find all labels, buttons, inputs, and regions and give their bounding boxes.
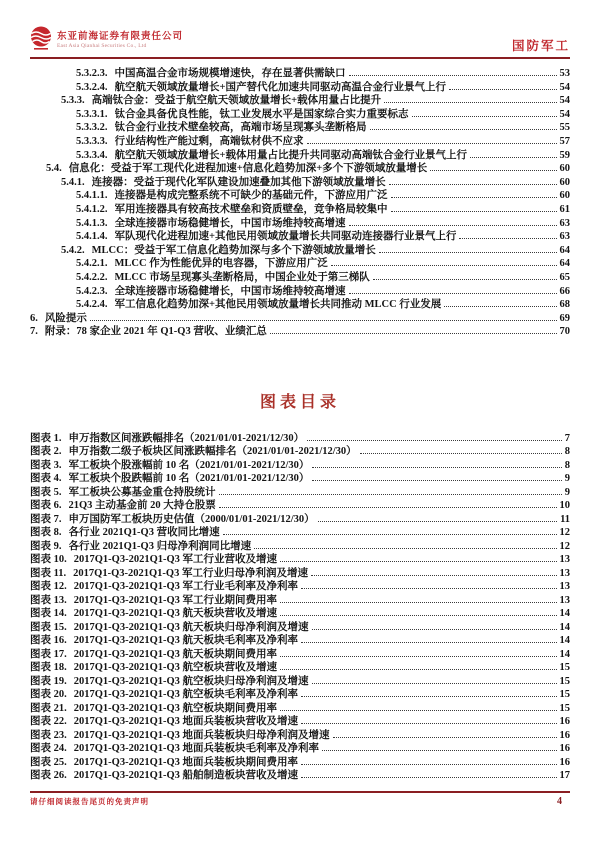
entry-title: 2017Q1-Q3-2021Q1-Q3 航天板块营收及增速: [73, 608, 278, 620]
entry-number: 图表 15.: [30, 621, 67, 633]
entry-number: 5.3.3.4.: [76, 149, 108, 161]
dot-leader: [370, 129, 557, 130]
page-footer: [30, 791, 570, 807]
dot-leader: [389, 184, 557, 185]
entry-page-number: 53: [559, 68, 570, 79]
entry-page-number: 54: [559, 108, 570, 120]
entry-number: 图表 23.: [30, 729, 67, 741]
entry-title: 2017Q1-Q3-2021Q1-Q3 航空板块毛利率及净利率: [73, 689, 299, 701]
entry-page-number: 63: [559, 231, 570, 243]
figure-entry[interactable]: [30, 769, 570, 783]
dot-leader: [270, 333, 557, 334]
dot-leader: [312, 480, 561, 481]
dot-leader: [444, 306, 556, 307]
entry-number: 5.4.: [46, 163, 62, 175]
entry-number: 图表 24.: [30, 743, 67, 755]
entry-title: 军工板块公募基金重仓持股统计: [68, 486, 216, 498]
entry-title: 2017Q1-Q3-2021Q1-Q3 航空板块归母净利润及增速: [73, 675, 309, 687]
entry-title: 航空航天领域放量增长+载体用量占比提升共同驱动高端钛合金行业景气上行: [114, 149, 467, 161]
company-name-en: East Asia Qianhai Securities Co., Ltd: [57, 42, 147, 49]
dot-leader: [349, 75, 557, 76]
entry-number: 图表 9.: [30, 540, 62, 552]
entry-title: 2017Q1-Q3-2021Q1-Q3 航空板块营收及增速: [73, 662, 278, 674]
entry-number: 5.3.2.3.: [76, 68, 108, 79]
dot-leader: [318, 521, 557, 522]
entry-title: 申万指数区间涨跌幅排名（2021/01/01-2021/12/30）: [68, 432, 305, 444]
entry-number: 图表 26.: [30, 770, 67, 782]
entry-number: 图表 18.: [30, 662, 67, 674]
entry-title: 21Q3 主动基金前 20 大持仓股票: [68, 500, 216, 512]
entry-page-number: 15: [559, 689, 570, 701]
entry-number: 5.3.3.1.: [76, 108, 108, 120]
entry-title: 2017Q1-Q3-2021Q1-Q3 军工行业毛利率及净利率: [73, 581, 299, 593]
entry-page-number: 9: [564, 486, 570, 498]
entry-title: 连接器是构成完整系统不可缺少的基础元件，下游应用广泛: [114, 190, 388, 202]
entry-number: 图表 6.: [30, 500, 62, 512]
entry-number: 5.4.2.1.: [76, 258, 108, 270]
entry-page-number: 17: [559, 770, 570, 782]
dot-leader: [280, 602, 556, 603]
entry-page-number: 54: [559, 81, 570, 93]
entry-title: 申万指数二级子板块区间涨跌幅排名（2021/01/01-2021/12/30）: [68, 446, 357, 458]
entry-number: 5.3.3.3.: [76, 135, 108, 147]
entry-number: 图表 19.: [30, 675, 67, 687]
entry-number: 图表 4.: [30, 473, 62, 485]
figure-entry[interactable]: [30, 459, 570, 473]
entry-page-number: 70: [559, 326, 570, 338]
entry-title: 2017Q1-Q3-2021Q1-Q3 军工行业期间费用率: [73, 594, 278, 606]
entry-number: 图表 5.: [30, 486, 62, 498]
entry-title: 航空航天领域放量增长+国产替代化加速共同驱动高温合金行业景气上行: [114, 81, 446, 93]
entry-number: 5.4.2.: [61, 244, 85, 256]
entry-page-number: 69: [559, 312, 570, 324]
entry-title: 连接器：受益于现代化军队建设加速叠加其他下游领域放量增长: [91, 176, 386, 188]
figure-entry[interactable]: [30, 661, 570, 675]
figure-entry[interactable]: [30, 445, 570, 459]
dot-leader: [280, 615, 556, 616]
entry-page-number: 60: [559, 163, 570, 175]
entry-page-number: 16: [559, 716, 570, 728]
entry-page-number: 7: [564, 432, 570, 444]
entry-number: 5.4.2.2.: [76, 271, 108, 283]
toc-entry[interactable]: [30, 108, 570, 122]
entry-number: 6.: [30, 312, 38, 324]
dot-leader: [311, 575, 557, 576]
dot-leader: [301, 723, 556, 724]
toc-entry[interactable]: [30, 312, 570, 326]
entry-page-number: 66: [559, 285, 570, 297]
entry-number: 图表 3.: [30, 459, 62, 471]
company-logo: [30, 26, 183, 55]
entry-page-number: 14: [559, 608, 570, 620]
entry-title: 2017Q1-Q3-2021Q1-Q3 航天板块归母净利润及增速: [73, 621, 309, 633]
entry-page-number: 16: [559, 743, 570, 755]
entry-title: 2017Q1-Q3-2021Q1-Q3 军工行业归母净利润及增速: [73, 567, 308, 579]
entry-title: 各行业 2021Q1-Q3 归母净利润同比增速: [68, 540, 252, 552]
dot-leader: [449, 89, 557, 90]
entry-number: 5.4.2.3.: [76, 285, 108, 297]
entry-page-number: 11: [560, 513, 570, 525]
entry-title: 行业结构性产能过剩，高端钛材供不应求: [114, 135, 304, 147]
entry-title: 2017Q1-Q3-2021Q1-Q3 地面兵装板块毛利率及净利率: [73, 743, 320, 755]
figure-entry[interactable]: [30, 756, 570, 770]
entry-title: 高端钛合金：受益于航空航天领域放量增长+载体用量占比提升: [91, 95, 382, 107]
dot-leader: [280, 561, 556, 562]
entry-title: 2017Q1-Q3-2021Q1-Q3 地面兵装板块归母净利润及增速: [73, 729, 330, 741]
entry-number: 图表 17.: [30, 648, 67, 660]
toc-entry[interactable]: [30, 149, 570, 163]
entry-number: 图表 10.: [30, 554, 67, 566]
sector-tag: 国防军工: [511, 39, 570, 53]
entry-number: 5.4.1.4.: [76, 231, 108, 243]
toc-list: [30, 67, 570, 339]
dot-leader: [280, 710, 556, 711]
dot-leader: [280, 669, 556, 670]
entry-page-number: 15: [559, 702, 570, 714]
dot-leader: [307, 440, 562, 441]
dot-leader: [301, 764, 556, 765]
figure-entry[interactable]: [30, 621, 570, 635]
toc-entry[interactable]: [30, 244, 570, 258]
toc-entry[interactable]: [30, 298, 570, 312]
globe-waves-icon: [30, 26, 52, 55]
entry-page-number: 16: [559, 756, 570, 768]
figure-entry[interactable]: [30, 607, 570, 621]
entry-title: 风险提示: [44, 312, 87, 324]
entry-title: MLCC 作为性能优异的电容器，下游应用广泛: [114, 258, 328, 270]
entry-page-number: 57: [559, 135, 570, 147]
figure-entry[interactable]: [30, 688, 570, 702]
entry-number: 5.4.1.2.: [76, 203, 108, 215]
entry-page-number: 15: [559, 675, 570, 687]
toc-entry[interactable]: [30, 203, 570, 217]
entry-number: 图表 25.: [30, 756, 67, 768]
entry-title: 钛合金行业技术壁垒较高，高端市场呈现寡头垄断格局: [114, 122, 367, 134]
toc-entry[interactable]: [30, 230, 570, 244]
entry-page-number: 54: [559, 95, 570, 107]
figure-list: [30, 432, 570, 783]
entry-title: 2017Q1-Q3-2021Q1-Q3 船舶制造板块营收及增速: [73, 770, 299, 782]
figure-entry[interactable]: [30, 729, 570, 743]
entry-page-number: 9: [564, 473, 570, 485]
entry-page-number: 14: [559, 621, 570, 633]
dot-leader: [312, 629, 557, 630]
company-name-cn: 东亚前海证券有限责任公司: [57, 31, 184, 42]
entry-title: 全球连接器市场稳健增长，中国市场维持较高增速: [114, 217, 346, 229]
entry-number: 5.3.2.4.: [76, 81, 108, 93]
entry-page-number: 14: [559, 635, 570, 647]
entry-title: 全球连接器市场稳健增长，中国市场维持较高增速: [114, 285, 346, 297]
toc-entry[interactable]: [30, 189, 570, 203]
entry-page-number: 65: [559, 271, 570, 283]
entry-number: 5.4.1.1.: [76, 190, 108, 202]
dot-leader: [379, 252, 557, 253]
entry-page-number: 59: [559, 149, 570, 161]
figure-entry[interactable]: [30, 513, 570, 527]
entry-number: 7.: [30, 326, 38, 338]
entry-number: 图表 8.: [30, 527, 62, 539]
dot-leader: [373, 279, 557, 280]
entry-page-number: 12: [559, 540, 570, 552]
figure-entry[interactable]: [30, 540, 570, 554]
toc-entry[interactable]: [30, 285, 570, 299]
entry-number: 5.3.3.: [61, 95, 85, 107]
toc-entry[interactable]: [30, 121, 570, 135]
entry-number: 图表 1.: [30, 432, 62, 444]
figure-entry[interactable]: [30, 742, 570, 756]
dot-leader: [301, 696, 556, 697]
toc-entry[interactable]: [30, 67, 570, 81]
entry-title: 军工板块个股涨幅前 10 名（2021/01/01-2021/12/30）: [68, 459, 310, 471]
dot-leader: [307, 143, 557, 144]
entry-page-number: 64: [559, 258, 570, 270]
dot-leader: [391, 197, 557, 198]
toc-entry[interactable]: [30, 135, 570, 149]
dot-leader: [301, 777, 556, 778]
entry-number: 5.4.1.: [61, 176, 85, 188]
toc-entry[interactable]: [30, 271, 570, 285]
entry-page-number: 63: [559, 217, 570, 229]
toc-entry[interactable]: [30, 81, 570, 95]
dot-leader: [280, 656, 556, 657]
dot-leader: [360, 453, 562, 454]
entry-number: 5.4.2.4.: [76, 299, 108, 311]
entry-number: 图表 14.: [30, 608, 67, 620]
entry-number: 图表 21.: [30, 702, 67, 714]
entry-title: 2017Q1-Q3-2021Q1-Q3 航天板块期间费用率: [73, 648, 278, 660]
entry-page-number: 13: [559, 554, 570, 566]
dot-leader: [219, 507, 557, 508]
entry-title: 2017Q1-Q3-2021Q1-Q3 军工行业营收及增速: [73, 554, 278, 566]
dot-leader: [312, 467, 561, 468]
disclaimer-text: 请仔细阅读报告尾页的免责声明: [30, 797, 149, 806]
dot-leader: [301, 642, 556, 643]
entry-title: 信息化：受益于军工现代化进程加速+信息化趋势加深+多个下游领域放量增长: [68, 163, 428, 175]
figure-entry[interactable]: [30, 526, 570, 540]
toc-entry[interactable]: [30, 325, 570, 339]
entry-page-number: 10: [559, 500, 570, 512]
dot-leader: [301, 588, 556, 589]
figure-entry[interactable]: [30, 648, 570, 662]
dot-leader: [412, 116, 557, 117]
entry-page-number: 55: [559, 122, 570, 134]
entry-title: 2017Q1-Q3-2021Q1-Q3 地面兵装板块期间费用率: [73, 756, 299, 768]
entry-number: 图表 2.: [30, 446, 62, 458]
figure-directory-title: 图表目录: [259, 393, 340, 411]
toc-entry[interactable]: [30, 94, 570, 108]
dot-leader: [384, 102, 556, 103]
toc-entry[interactable]: [30, 162, 570, 176]
toc-entry[interactable]: [30, 257, 570, 271]
dot-leader: [331, 265, 557, 266]
entry-number: 图表 16.: [30, 635, 67, 647]
toc-entry[interactable]: [30, 217, 570, 231]
figure-entry[interactable]: [30, 486, 570, 500]
toc-entry[interactable]: [30, 176, 570, 190]
entry-page-number: 14: [559, 648, 570, 660]
entry-title: 附录：78 家企业 2021 年 Q1-Q3 营收、业绩汇总: [44, 326, 267, 338]
entry-number: 图表 11.: [30, 567, 67, 579]
entry-page-number: 8: [564, 446, 570, 458]
entry-title: 2017Q1-Q3-2021Q1-Q3 地面兵装板块营收及增速: [73, 716, 299, 728]
entry-number: 图表 12.: [30, 581, 67, 593]
figure-entry[interactable]: [30, 702, 570, 716]
dot-leader: [349, 293, 557, 294]
page-number: 4: [557, 796, 562, 807]
entry-number: 5.3.3.2.: [76, 122, 108, 134]
entry-page-number: 13: [559, 567, 570, 579]
dot-leader: [322, 750, 556, 751]
entry-title: 军用连接器具有较高技术壁垒和资质壁垒，竞争格局较集中: [114, 203, 388, 215]
entry-title: 2017Q1-Q3-2021Q1-Q3 航空板块期间费用率: [73, 702, 278, 714]
figure-entry[interactable]: [30, 594, 570, 608]
dot-leader: [333, 737, 557, 738]
entry-title: 军工板块个股跌幅前 10 名（2021/01/01-2021/12/30）: [68, 473, 310, 485]
figure-entry[interactable]: [30, 472, 570, 486]
entry-page-number: 15: [559, 662, 570, 674]
figure-entry[interactable]: [30, 580, 570, 594]
entry-title: 2017Q1-Q3-2021Q1-Q3 航天板块毛利率及净利率: [73, 635, 299, 647]
entry-title: 军队现代化进程加速+其他民用领域放量增长共同驱动连接器行业景气上行: [114, 231, 457, 243]
entry-page-number: 13: [559, 581, 570, 593]
company-name-block: [57, 32, 183, 49]
dot-leader: [223, 534, 557, 535]
dot-leader: [219, 494, 562, 495]
entry-title: 军工信息化趋势加深+其他民用领域放量增长共同推动 MLCC 行业发展: [114, 299, 442, 311]
page-header: [30, 0, 570, 59]
figure-entry[interactable]: [30, 634, 570, 648]
entry-number: 图表 22.: [30, 716, 67, 728]
dot-leader: [391, 211, 557, 212]
dot-leader: [459, 238, 556, 239]
figure-entry[interactable]: [30, 432, 570, 446]
figure-entry[interactable]: [30, 567, 570, 581]
dot-leader: [470, 157, 557, 158]
entry-page-number: 61: [559, 203, 570, 215]
dot-leader: [349, 225, 557, 226]
entry-page-number: 16: [559, 729, 570, 741]
entry-title: 申万国防军工板块历史估值（2000/01/01-2021/12/30）: [68, 513, 315, 525]
figure-entry[interactable]: [30, 499, 570, 513]
entry-title: 各行业 2021Q1-Q3 营收同比增速: [68, 527, 220, 539]
dot-leader: [430, 170, 556, 171]
entry-title: 中国高温合金市场规模增速快，存在显著供需缺口: [114, 68, 346, 79]
entry-number: 5.4.1.3.: [76, 217, 108, 229]
entry-page-number: 13: [559, 594, 570, 606]
dot-leader: [312, 683, 557, 684]
entry-number: 图表 20.: [30, 689, 67, 701]
entry-page-number: 8: [564, 459, 570, 471]
entry-page-number: 60: [559, 190, 570, 202]
dot-leader: [90, 320, 557, 321]
entry-number: 图表 13.: [30, 594, 67, 606]
entry-page-number: 12: [559, 527, 570, 539]
figure-entry[interactable]: [30, 715, 570, 729]
entry-page-number: 64: [559, 244, 570, 256]
entry-title: MLCC 市场呈现寡头垄断格局，中国企业处于第三梯队: [114, 271, 370, 283]
figure-entry[interactable]: [30, 553, 570, 567]
entry-number: 图表 7.: [30, 513, 62, 525]
entry-title: MLCC：受益于军工信息化趋势加深与多个下游领域放量增长: [91, 244, 376, 256]
figure-entry[interactable]: [30, 675, 570, 689]
entry-title: 钛合金具备优良性能，钛工业发展水平是国家综合实力重要标志: [114, 108, 409, 120]
dot-leader: [254, 548, 556, 549]
entry-page-number: 68: [559, 299, 570, 311]
entry-page-number: 60: [559, 176, 570, 188]
